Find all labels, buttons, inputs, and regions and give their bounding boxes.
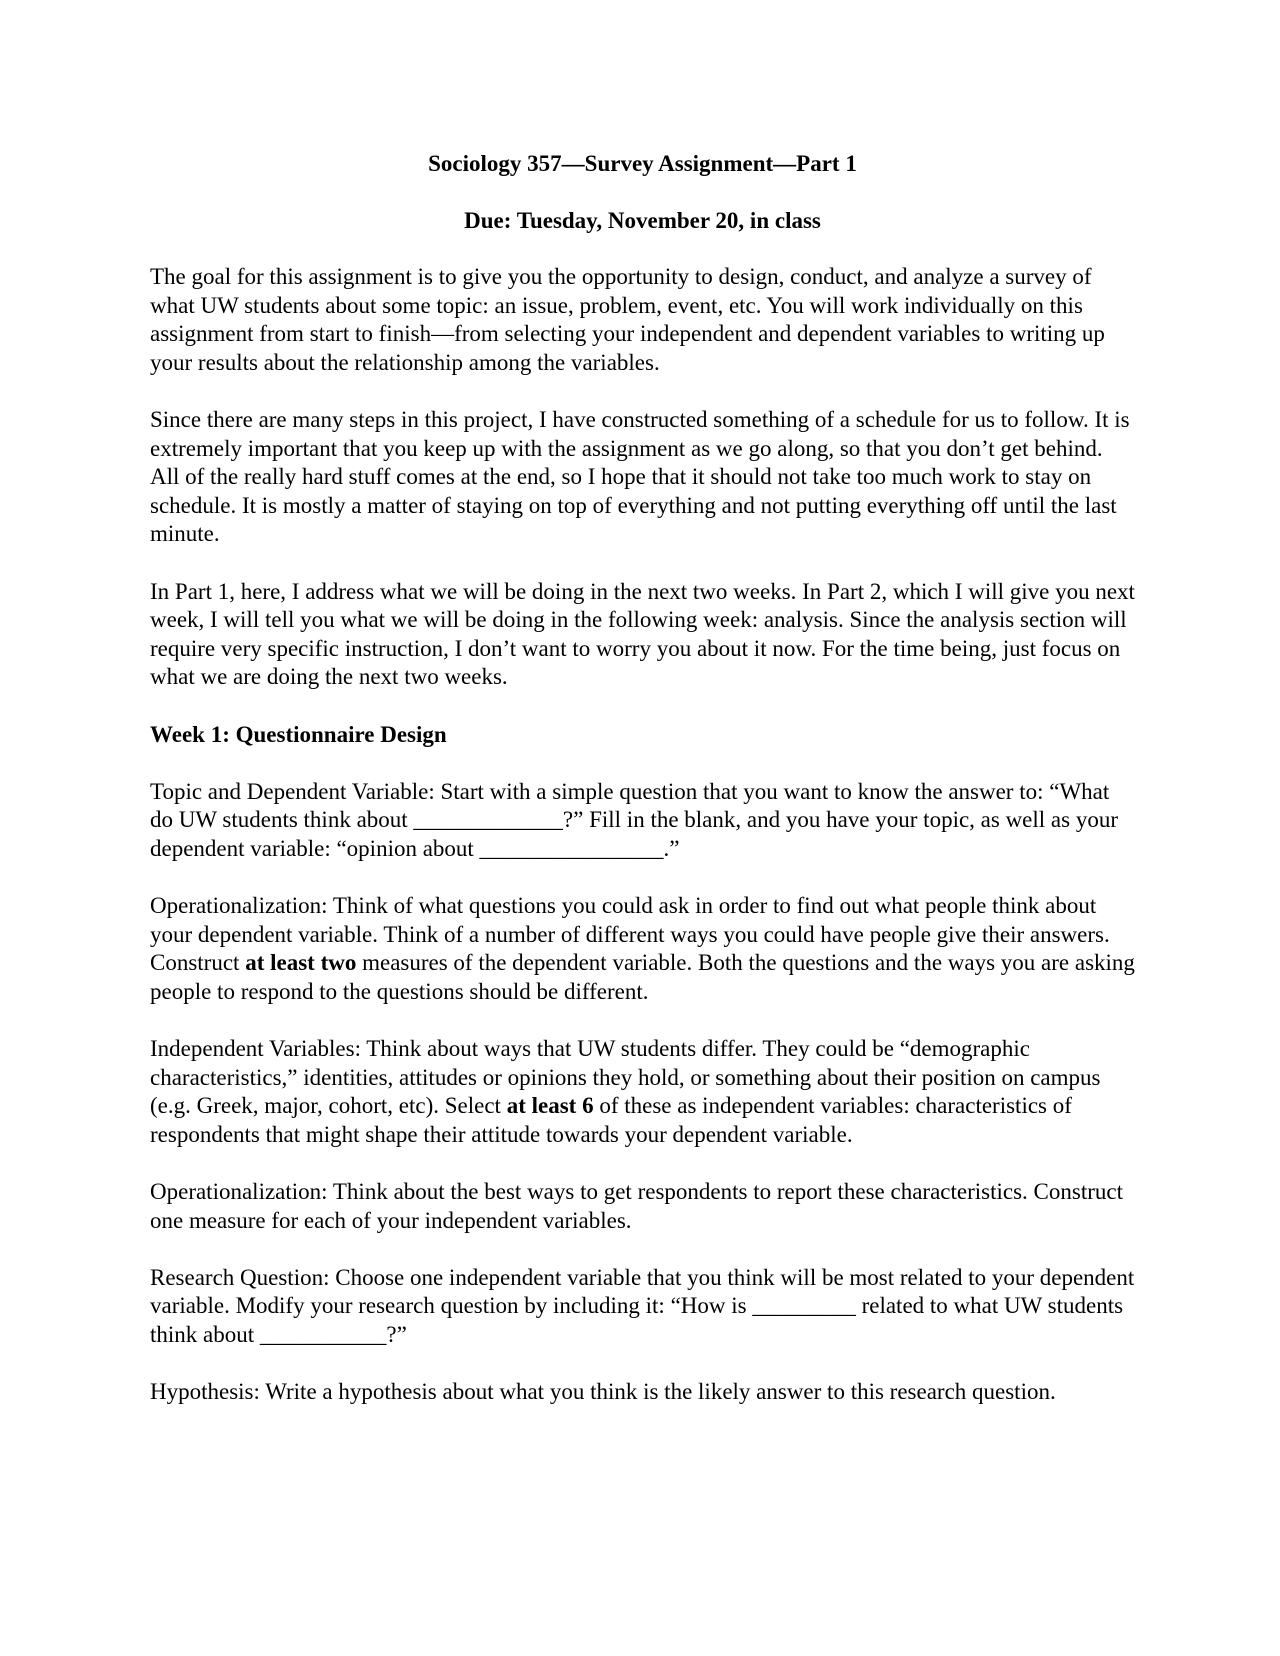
operationalization-dv-text-before: Operationalization: Think of what questions you could ask in order to find out what people think about your dependent variable. Think of a number of different ways you could have people give their answers. Construct <box>150 893 1110 976</box>
independent-variables-paragraph <box>150 1035 1135 1149</box>
week1-heading: Week 1: Questionnaire Design <box>150 721 447 747</box>
topic-paragraph: Topic and Dependent Variable: Start with a simple question that you want to know the answer to: “What do UW students think about _____________?” Fill in the blank, and you have your topic, as well as your dependent variable: “opinion about ________________.” <box>150 778 1118 861</box>
hypothesis-paragraph: Hypothesis: Write a hypothesis about what you think is the likely answer to this research question. <box>150 1379 1056 1405</box>
document-title: Sociology 357—Survey Assignment—Part 1 <box>428 151 857 176</box>
operationalization-iv-paragraph: Operationalization: Think about the best ways to get respondents to report these characteristics. Construct one measure for each of your independent variables. <box>150 1179 1123 1233</box>
independent-variables-emphasis: at least 6 <box>506 1093 594 1119</box>
due-date: Due: Tuesday, November 20, in class <box>464 208 821 233</box>
intro-paragraph-schedule: Since there are many steps in this project, I have constructed something of a schedule for us to follow. It is extremely important that you keep up with the assignment as we go along, so that you don’t get behind. All of the really hard stuff comes at the end, so I hope that it should not take too much work to stay on schedule. It is mostly a matter of staying on top of everything and not putting everything off until the last minute. <box>150 406 1130 547</box>
operationalization-dv-text-after: measures of the dependent variable. Both the questions and the ways you are asking people to respond to the questions should be different. <box>150 950 1135 1004</box>
document-page <box>150 150 1135 1407</box>
intro-paragraph-goal: The goal for this assignment is to give you the opportunity to design, conduct, and analyze a survey of what UW students about some topic: an issue, problem, event, etc. You will work individually on this assignment from start to finish—from selecting your independent and dependent variables to writing up your results about the relationship among the variables. <box>150 264 1105 375</box>
research-question-paragraph: Research Question: Choose one independent variable that you think will be most related to your dependent variable. Modify your research question by including it: “How is _________ related to what UW students think about ___________?” <box>150 1264 1135 1347</box>
independent-variables-text-before: Independent Variables: Think about ways that UW students differ. They could be “demographic characteristics,” identities, attitudes or opinions they hold, or something about their position on campus (e.g. Greek, major, cohort, etc). Select <box>150 1036 1101 1119</box>
independent-variables-text-after: of these as independent variables: characteristics of respondents that might shape their attitude towards your dependent variable. <box>150 1093 1072 1147</box>
operationalization-dv-emphasis: at least two <box>245 950 357 976</box>
intro-paragraph-parts: In Part 1, here, I address what we will be doing in the next two weeks. In Part 2, which I will give you next week, I will tell you what we will be doing in the following week: analysis. Since the analysis section will require very specific instruction, I don’t want to worry you about it now. For the time being, just focus on what we are doing the next two weeks. <box>150 578 1135 690</box>
operationalization-dv-paragraph <box>150 892 1135 1006</box>
